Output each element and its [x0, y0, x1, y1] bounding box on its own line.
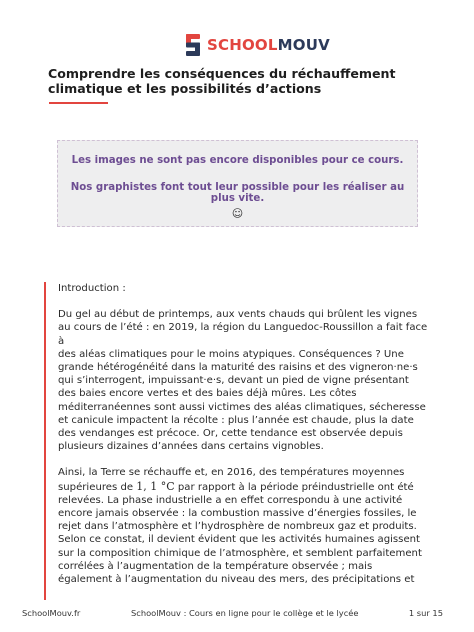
page-title: Comprendre les conséquences du réchauffement climatique et les possibilités d’actions: [48, 66, 396, 96]
title-underline: [49, 102, 108, 104]
course-content: [58, 282, 434, 586]
page-footer: [0, 601, 474, 621]
temperature-formula: 1, 1 °C: [136, 479, 175, 493]
text-line: supérieures de: [58, 481, 137, 493]
footer-site-link[interactable]: SchoolMouv.fr: [22, 608, 81, 618]
paragraph-2: [58, 466, 434, 586]
text-line: des vendanges est précoce. Or, cette tendance est observée depuis: [58, 428, 403, 440]
text-line: grande hétérogénéité dans la maturité des raisins et des vigneron·ne·s: [58, 362, 418, 374]
content-accent-bar: [44, 282, 46, 600]
logo-wordmark: [207, 36, 330, 54]
logo-mouv: MOUV: [277, 36, 330, 54]
logo-school: SCHOOL: [207, 36, 278, 54]
text-line: Ainsi, la Terre se réchauffe et, en 2016, des températures moyennes: [58, 467, 405, 479]
notice-line-1: Les images ne sont pas encore disponibles pour ce cours.: [71, 155, 404, 166]
schoolmouv-logo: [184, 32, 330, 58]
text-line: par rapport à la période préindustrielle ont été: [174, 481, 414, 493]
text-line: qui s’interrogent, impuissant·e·s, devant un pied de vigne présentant: [58, 375, 409, 387]
text-line: Selon ce constat, il devient évident que les activités humaines agissent: [58, 534, 421, 546]
text-line: rejet dans l’atmosphère et l’hydrosphère de nombreux gaz et produits.: [58, 521, 417, 533]
text-line: méditerranéennes sont aussi victimes des aléas climatiques, sécheresse: [58, 401, 426, 413]
schoolmouv-s-icon: [184, 32, 202, 58]
page-number: 1 sur 15: [408, 608, 443, 618]
text-line: des baies encore vertes et des baies déjà mûres. Les côtes: [58, 388, 357, 400]
introduction-heading: Introduction :: [58, 283, 126, 294]
footer-tagline: SchoolMouv : Cours en ligne pour le collège et le lycée: [131, 608, 359, 618]
paragraph-1: [58, 308, 434, 453]
text-line: des aléas climatiques pour le moins atypiques. Conséquences ? Une: [58, 348, 404, 360]
images-unavailable-notice: [57, 140, 418, 227]
text-line: relevées. La phase industrielle a en effet correspondu à une activité: [58, 494, 403, 506]
text-line: sur la composition chimique de l’atmosphère, et semblent parfaitement: [58, 547, 422, 559]
text-line: également à l’augmentation du niveau des mers, des précipitations et: [58, 574, 415, 586]
text-line: corrélées à l’augmentation de la température observée ; mais: [58, 560, 373, 572]
text-line: Du gel au début de printemps, aux vents chauds qui brûlent les vignes: [58, 309, 418, 321]
text-line: encore jamais observée : la combustion massive d’énergies fossiles, le: [58, 508, 417, 520]
text-line: et canicule impactent la récolte : plus l’année est chaude, plus la date: [58, 414, 414, 426]
text-line: au cours de l’été : en 2019, la région du Languedoc-Roussillon a fait face à: [58, 322, 428, 347]
notice-line-2: Nos graphistes font tout leur possible pour les réaliser au plus vite.: [70, 182, 405, 204]
smiley-icon: ☺: [231, 207, 244, 220]
text-line: plusieurs dizaines d’années dans certains vignobles.: [58, 441, 324, 453]
